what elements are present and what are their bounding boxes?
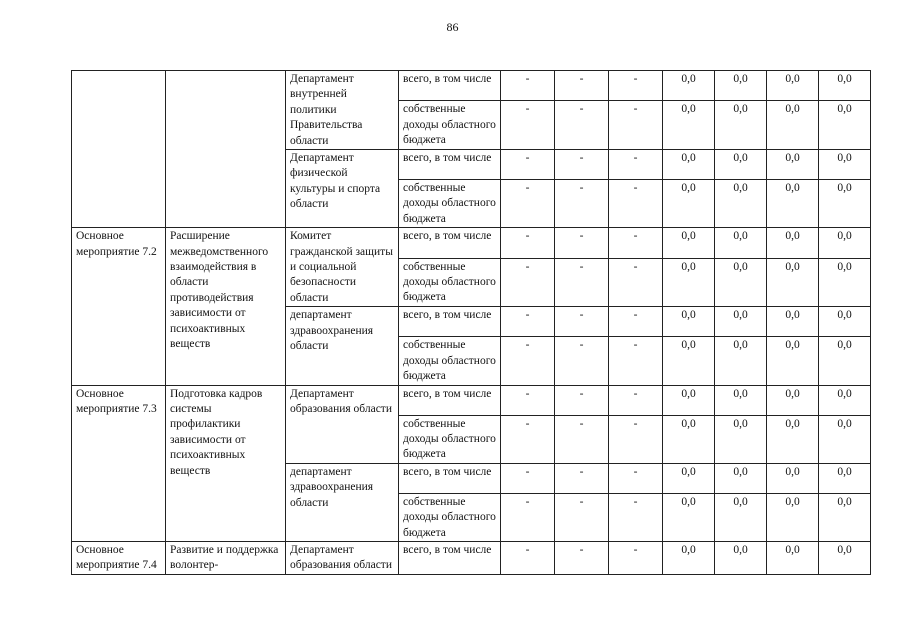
value-cell: -: [555, 493, 609, 541]
value-cell: -: [555, 258, 609, 307]
value-cell: -: [501, 228, 555, 258]
budget-table: [71, 70, 871, 575]
measure-name-cell: Развитие и поддержка волонтер-: [166, 541, 286, 574]
value-cell: -: [501, 541, 555, 574]
value-cell: -: [501, 150, 555, 180]
value-cell: -: [609, 71, 663, 101]
value-cell: 0,0: [819, 463, 871, 493]
value-cell: -: [555, 71, 609, 101]
funding-source-cell: собственные доходы областного бюджета: [399, 258, 501, 307]
value-cell: -: [555, 180, 609, 228]
value-cell: 0,0: [715, 385, 767, 415]
value-cell: 0,0: [663, 150, 715, 180]
value-cell: 0,0: [715, 180, 767, 228]
value-cell: -: [501, 307, 555, 337]
value-cell: 0,0: [663, 101, 715, 150]
value-cell: -: [555, 101, 609, 150]
funding-source-cell: собственные доходы областного бюджета: [399, 180, 501, 228]
value-cell: 0,0: [819, 337, 871, 385]
value-cell: 0,0: [819, 71, 871, 101]
value-cell: -: [501, 71, 555, 101]
value-cell: 0,0: [663, 463, 715, 493]
value-cell: -: [501, 463, 555, 493]
funding-source-cell: собственные доходы областного бюджета: [399, 337, 501, 385]
funding-source-cell: всего, в том числе: [399, 71, 501, 101]
value-cell: 0,0: [767, 337, 819, 385]
value-cell: -: [555, 463, 609, 493]
value-cell: 0,0: [767, 258, 819, 307]
value-cell: -: [555, 541, 609, 574]
value-cell: -: [501, 385, 555, 415]
value-cell: -: [501, 415, 555, 463]
value-cell: -: [609, 385, 663, 415]
value-cell: 0,0: [819, 258, 871, 307]
measure-name-cell: Подготовка кадров системы профилактики зависимости от психоактивных веществ: [166, 385, 286, 541]
value-cell: -: [555, 228, 609, 258]
table-row: [72, 71, 871, 101]
value-cell: 0,0: [715, 493, 767, 541]
measure-cell: [72, 71, 166, 228]
value-cell: 0,0: [715, 463, 767, 493]
value-cell: -: [609, 228, 663, 258]
value-cell: 0,0: [767, 541, 819, 574]
value-cell: 0,0: [663, 493, 715, 541]
value-cell: -: [501, 493, 555, 541]
value-cell: -: [609, 463, 663, 493]
value-cell: 0,0: [819, 180, 871, 228]
department-cell: департамент здравоохранения области: [286, 307, 399, 385]
measure-cell: Основное мероприятие 7.3: [72, 385, 166, 541]
value-cell: 0,0: [663, 415, 715, 463]
value-cell: 0,0: [767, 71, 819, 101]
value-cell: 0,0: [767, 228, 819, 258]
value-cell: 0,0: [663, 307, 715, 337]
department-cell: Комитет гражданской защиты и социальной безопасности области: [286, 228, 399, 307]
value-cell: 0,0: [663, 258, 715, 307]
value-cell: 0,0: [715, 541, 767, 574]
value-cell: -: [609, 337, 663, 385]
value-cell: -: [501, 180, 555, 228]
value-cell: 0,0: [767, 101, 819, 150]
funding-source-cell: всего, в том числе: [399, 150, 501, 180]
measure-cell: Основное мероприятие 7.4: [72, 541, 166, 574]
value-cell: 0,0: [663, 541, 715, 574]
value-cell: 0,0: [663, 228, 715, 258]
value-cell: -: [501, 258, 555, 307]
page-number: 86: [446, 20, 459, 34]
value-cell: 0,0: [819, 415, 871, 463]
value-cell: -: [609, 258, 663, 307]
value-cell: 0,0: [819, 150, 871, 180]
value-cell: 0,0: [767, 463, 819, 493]
value-cell: 0,0: [715, 307, 767, 337]
value-cell: -: [501, 337, 555, 385]
department-cell: Департамент внутренней политики Правительства области: [286, 71, 399, 150]
value-cell: 0,0: [819, 493, 871, 541]
table-row: [72, 385, 871, 415]
funding-source-cell: собственные доходы областного бюджета: [399, 415, 501, 463]
funding-source-cell: всего, в том числе: [399, 463, 501, 493]
value-cell: 0,0: [663, 180, 715, 228]
value-cell: 0,0: [663, 71, 715, 101]
value-cell: 0,0: [819, 101, 871, 150]
value-cell: -: [501, 101, 555, 150]
value-cell: 0,0: [767, 307, 819, 337]
value-cell: 0,0: [715, 228, 767, 258]
table-row: [72, 228, 871, 258]
department-cell: Департамент образования области: [286, 385, 399, 463]
value-cell: 0,0: [819, 541, 871, 574]
value-cell: -: [609, 307, 663, 337]
department-cell: Департамент образования области: [286, 541, 399, 574]
value-cell: -: [609, 150, 663, 180]
value-cell: 0,0: [715, 101, 767, 150]
value-cell: 0,0: [715, 415, 767, 463]
funding-source-cell: собственные доходы областного бюджета: [399, 101, 501, 150]
value-cell: -: [555, 150, 609, 180]
measure-name-cell: [166, 71, 286, 228]
value-cell: 0,0: [767, 493, 819, 541]
value-cell: -: [609, 101, 663, 150]
value-cell: 0,0: [767, 150, 819, 180]
value-cell: 0,0: [663, 385, 715, 415]
value-cell: -: [609, 180, 663, 228]
value-cell: 0,0: [715, 337, 767, 385]
value-cell: 0,0: [715, 71, 767, 101]
value-cell: 0,0: [819, 228, 871, 258]
value-cell: -: [555, 337, 609, 385]
value-cell: 0,0: [819, 385, 871, 415]
value-cell: 0,0: [715, 258, 767, 307]
value-cell: 0,0: [767, 385, 819, 415]
funding-source-cell: всего, в том числе: [399, 228, 501, 258]
measure-cell: Основное мероприятие 7.2: [72, 228, 166, 385]
funding-source-cell: всего, в том числе: [399, 541, 501, 574]
value-cell: -: [555, 307, 609, 337]
value-cell: 0,0: [767, 415, 819, 463]
value-cell: -: [609, 415, 663, 463]
table-row: [72, 541, 871, 574]
value-cell: 0,0: [767, 180, 819, 228]
value-cell: -: [609, 493, 663, 541]
department-cell: департамент здравоохранения области: [286, 463, 399, 541]
value-cell: 0,0: [715, 150, 767, 180]
funding-source-cell: всего, в том числе: [399, 385, 501, 415]
funding-source-cell: собственные доходы областного бюджета: [399, 493, 501, 541]
department-cell: Департамент физической культуры и спорта области: [286, 150, 399, 228]
funding-source-cell: всего, в том числе: [399, 307, 501, 337]
value-cell: -: [555, 415, 609, 463]
value-cell: -: [609, 541, 663, 574]
value-cell: -: [555, 385, 609, 415]
value-cell: 0,0: [663, 337, 715, 385]
value-cell: 0,0: [819, 307, 871, 337]
measure-name-cell: Расширение межведомственного взаимодействия в области противодействия зависимости от психоактивных веществ: [166, 228, 286, 385]
